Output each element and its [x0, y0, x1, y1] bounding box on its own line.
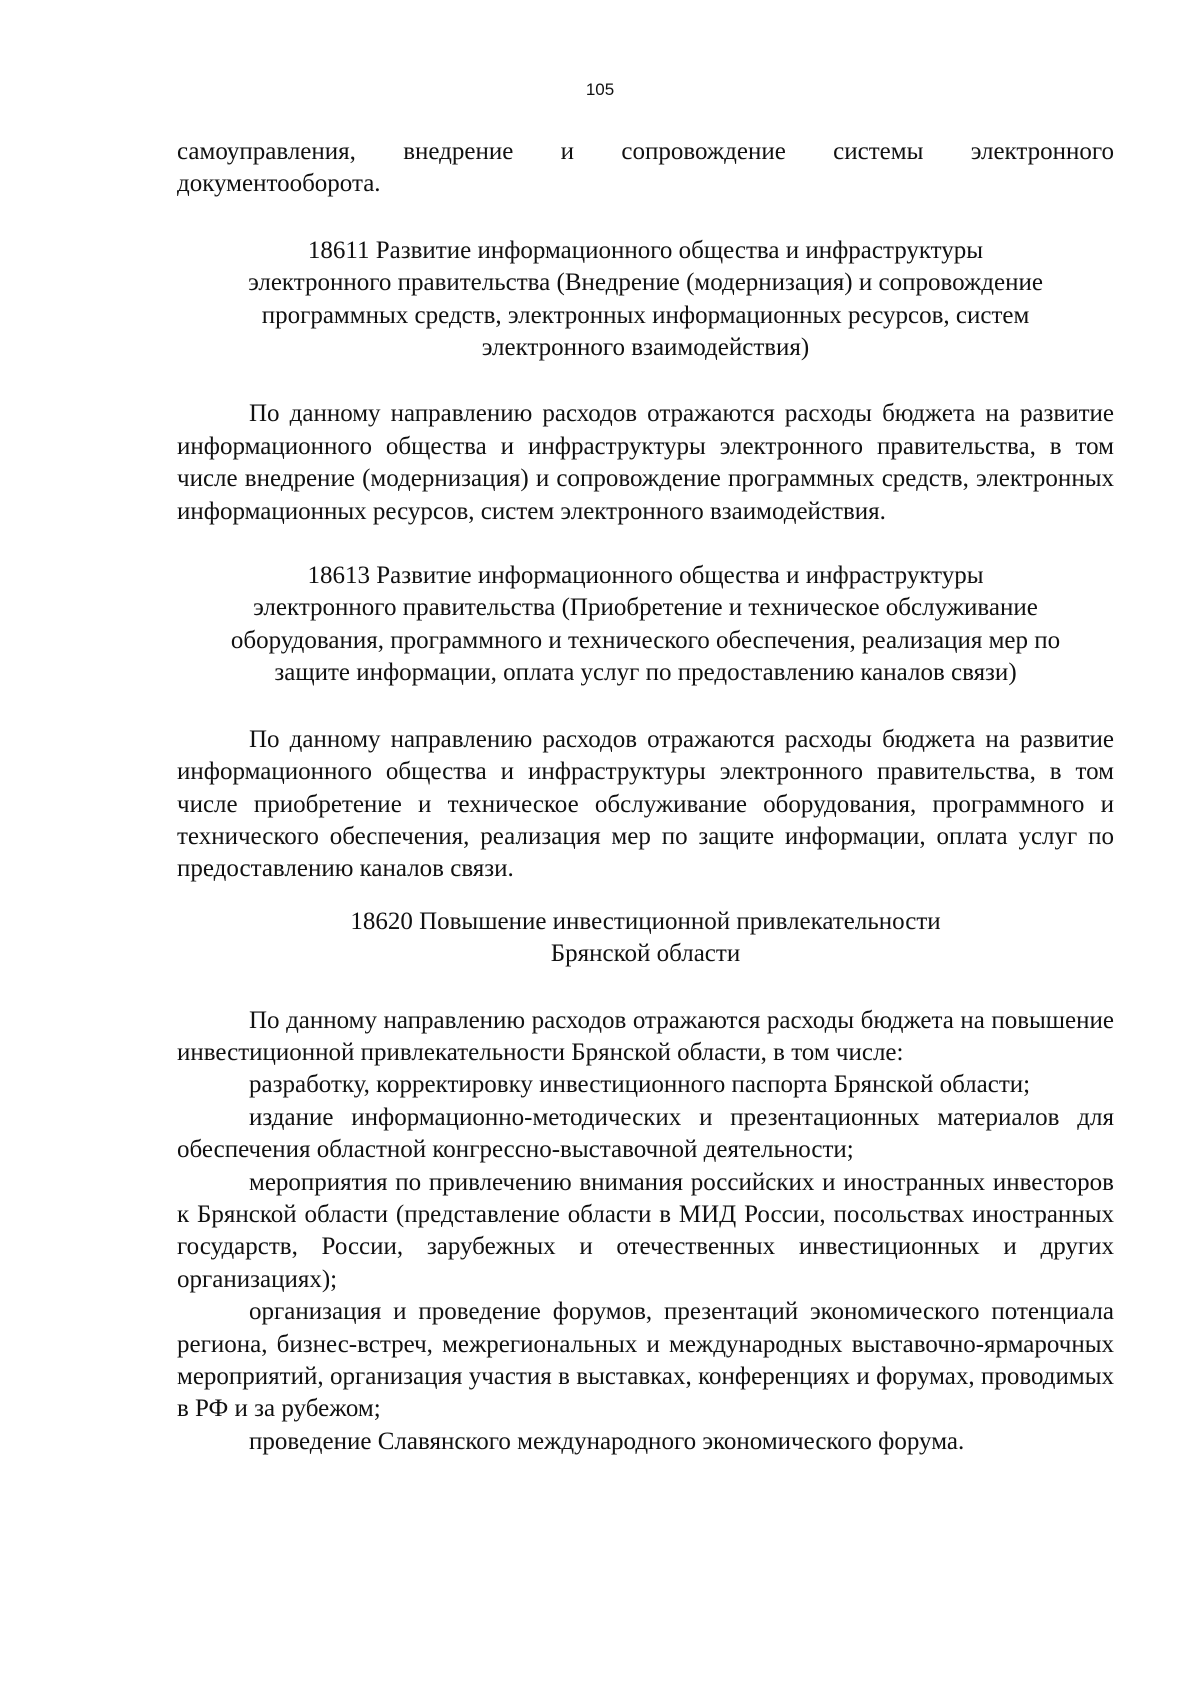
list-item: мероприятия по привлечению внимания российских и иностранных инвесторов к Брянской области (представление области в МИД России, посольствах иностранных государств, России, зарубежных и отечественных инвестиционных и других организациях); [177, 1168, 1114, 1293]
list-item: издание информационно-методических и презентационных материалов для обеспечения областной конгрессно-выставочной деятельности; [177, 1103, 1114, 1164]
list-item: проведение Славянского международного экономического форума. [249, 1427, 965, 1455]
intro-paragraph: самоуправления, внедрение и сопровождение системы электронного документооборота. [177, 138, 1114, 198]
section-heading-18611: 18611 Развитие информационного общества и инфраструктуры электронного правительства (Внедрение (модернизация) и сопровождение программных средств, электронных информационных ресурсов, систем электронного взаимодействия) [248, 236, 1043, 362]
section-body-18620: По данному направлению расходов отражаются расходы бюджета на повышение инвестиционной привлекательности Брянской области, в том числе: [177, 1006, 1114, 1066]
section-body-18611: По данному направлению расходов отражаются расходы бюджета на развитие информационного общества и инфраструктуры электронного правительства, в том числе внедрение (модернизация) и сопровождение программных средств, электронных информационных ресурсов, систем электронного взаимодействия. [177, 400, 1114, 525]
section-body-18613: По данному направлению расходов отражаются расходы бюджета на развитие информационного общества и инфраструктуры электронного правительства, в том числе приобретение и техническое обслуживание оборудования, программного и технического обеспечения, реализация мер по защите информации, оплата услуг по предоставлению каналов связи. [177, 725, 1114, 883]
list-item: разработку, корректировку инвестиционного паспорта Брянской области; [249, 1071, 1031, 1099]
section-heading-18613: 18613 Развитие информационного общества и инфраструктуры электронного правительства (Приобретение и техническое обслуживание оборудования, программного и технического обеспечения, реализация мер по защите информации, оплата услуг по предоставлению каналов связи) [230, 562, 1061, 687]
page-content [177, 136, 1114, 1458]
section-heading-18620: 18620 Повышение инвестиционной привлекательности Брянской области [350, 907, 941, 968]
page-number: 105 [585, 80, 615, 99]
list-item: организация и проведение форумов, презентаций экономического потенциала региона, бизнес-встреч, межрегиональных и международных выставочно-ярмарочных мероприятий, организация участия в выставках, конференциях и форумах, проводимых в РФ и за рубежом; [177, 1298, 1114, 1423]
